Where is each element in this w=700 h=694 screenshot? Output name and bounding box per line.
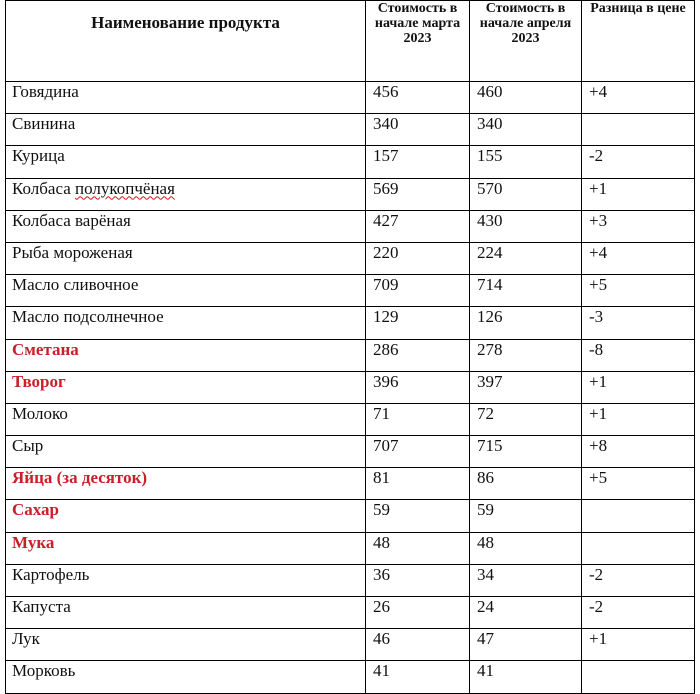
march-price-cell (366, 275, 470, 307)
march-price-cell (366, 210, 470, 242)
price-difference-cell-text: +4 (589, 82, 608, 101)
table-row (6, 178, 695, 210)
april-price-cell (470, 307, 582, 339)
price-difference-cell-text: +1 (589, 403, 608, 423)
product-name-cell-text: Колбаса варёная (12, 210, 131, 230)
price-difference-cell (582, 275, 695, 307)
table-row (6, 564, 695, 596)
price-difference-cell-text: -8 (589, 339, 604, 359)
product-name-cell (6, 532, 366, 564)
april-price-cell-text: 86 (477, 468, 494, 488)
march-price-cell-text: 46 (373, 629, 390, 649)
april-price-cell (470, 339, 582, 371)
header-price-difference: Разница в цене (582, 1, 695, 82)
header-march-price: Стоимость в начале марта 2023 (366, 1, 470, 82)
table-row (6, 403, 695, 435)
price-difference-cell (582, 210, 695, 242)
product-name-cell-text: Сахар (12, 500, 60, 520)
march-price-cell-text: 709 (373, 275, 399, 295)
product-name-cell (6, 371, 366, 403)
april-price-cell (470, 629, 582, 661)
april-price-cell-text: 72 (477, 403, 494, 423)
april-price-cell-text: 397 (477, 371, 503, 391)
table-row (6, 468, 695, 500)
march-price-cell-text: 427 (373, 210, 399, 230)
april-price-cell (470, 275, 582, 307)
table-row (6, 210, 695, 242)
table-row (6, 339, 695, 371)
march-price-cell-text: 81 (373, 468, 390, 488)
table-row (6, 146, 695, 178)
april-price-cell-text: 126 (477, 307, 503, 327)
march-price-cell (366, 629, 470, 661)
march-price-cell (366, 114, 470, 146)
product-name-cell (6, 114, 366, 146)
march-price-cell (366, 564, 470, 596)
price-difference-cell-text: +4 (589, 242, 608, 262)
table-row (6, 82, 695, 114)
header-april-price: Стоимость в начале апреля 2023 (470, 1, 582, 82)
table-body (6, 82, 695, 694)
product-name-cell-text: Лук (12, 629, 40, 649)
march-price-cell-text: 36 (373, 564, 390, 584)
product-name-cell-text: Капуста (12, 597, 71, 616)
product-name-cell (6, 629, 366, 661)
april-price-cell-text: 278 (477, 339, 503, 359)
table-row (6, 114, 695, 146)
april-price-cell (470, 114, 582, 146)
product-name-cell (6, 178, 366, 210)
price-difference-cell (582, 242, 695, 274)
price-difference-cell (582, 468, 695, 500)
march-price-cell-text: 26 (373, 597, 390, 616)
april-price-cell-text: 430 (477, 210, 503, 230)
march-price-cell-text: 707 (373, 436, 399, 456)
product-name-cell-text: Колбаса полукопчёная (12, 178, 175, 198)
march-price-cell-text: 286 (373, 339, 399, 359)
april-price-cell-text: 59 (477, 500, 494, 520)
march-price-cell (366, 661, 470, 693)
price-difference-cell-text: +8 (589, 436, 608, 456)
march-price-cell (366, 500, 470, 532)
table-row (6, 661, 695, 693)
price-difference-cell (582, 371, 695, 403)
product-name-cell (6, 210, 366, 242)
april-price-cell-text: 48 (477, 532, 494, 552)
price-difference-cell (582, 597, 695, 629)
march-price-cell-text: 569 (373, 178, 399, 198)
price-difference-cell-text: +5 (589, 468, 608, 488)
price-difference-cell-text: +1 (589, 629, 608, 649)
april-price-cell (470, 564, 582, 596)
table-row (6, 500, 695, 532)
product-name-cell-text: Сыр (12, 436, 44, 456)
april-price-cell-text: 340 (477, 114, 503, 134)
march-price-cell (366, 436, 470, 468)
table-row (6, 242, 695, 274)
product-name-cell-text: Рыба мороженая (12, 242, 133, 262)
april-price-cell (470, 210, 582, 242)
march-price-cell (366, 371, 470, 403)
march-price-cell (366, 532, 470, 564)
march-price-cell (366, 468, 470, 500)
april-price-cell (470, 500, 582, 532)
product-name-cell (6, 339, 366, 371)
product-name-cell-text: Морковь (12, 661, 76, 681)
april-price-cell-text: 570 (477, 178, 503, 198)
march-price-cell-text: 129 (373, 307, 399, 327)
price-difference-cell-text: -2 (589, 564, 604, 584)
header-product-name: Наименование продукта (6, 1, 366, 82)
price-difference-cell-text: -3 (589, 307, 604, 327)
april-price-cell (470, 371, 582, 403)
march-price-cell-text: 48 (373, 532, 390, 552)
march-price-cell-text: 71 (373, 403, 390, 423)
table-row (6, 597, 695, 629)
product-name-cell (6, 564, 366, 596)
product-name-cell-text: Масло подсолнечное (12, 307, 164, 327)
product-name-cell-text: Молоко (12, 403, 68, 423)
price-difference-cell-text: +1 (589, 371, 608, 391)
product-name-cell-text: Мука (12, 532, 55, 552)
april-price-cell (470, 436, 582, 468)
price-difference-cell-text: +5 (589, 275, 608, 295)
march-price-cell (366, 339, 470, 371)
product-name-cell-text: Яйца (за десяток) (12, 468, 148, 488)
table-row (6, 275, 695, 307)
price-difference-cell (582, 307, 695, 339)
price-difference-cell (582, 564, 695, 596)
march-price-cell (366, 146, 470, 178)
table-row (6, 532, 695, 564)
product-name-cell (6, 403, 366, 435)
table-row (6, 436, 695, 468)
april-price-cell (470, 661, 582, 693)
april-price-cell-text: 460 (477, 82, 503, 101)
price-difference-cell-text: -2 (589, 146, 604, 166)
price-comparison-table (5, 0, 695, 694)
april-price-cell-text: 34 (477, 564, 494, 584)
price-difference-cell (582, 146, 695, 178)
product-name-cell (6, 275, 366, 307)
march-price-cell (366, 178, 470, 210)
april-price-cell (470, 468, 582, 500)
price-difference-cell (582, 82, 695, 114)
april-price-cell-text: 715 (477, 436, 503, 456)
march-price-cell-text: 456 (373, 82, 399, 101)
product-name-cell-text: Картофель (12, 564, 90, 584)
april-price-cell-text: 47 (477, 629, 494, 649)
product-name-cell (6, 242, 366, 274)
table-row (6, 629, 695, 661)
march-price-cell (366, 597, 470, 629)
march-price-cell-text: 59 (373, 500, 390, 520)
price-difference-cell-text: -2 (589, 597, 604, 616)
april-price-cell (470, 242, 582, 274)
table-row (6, 307, 695, 339)
price-difference-cell-text: +3 (589, 210, 608, 230)
product-name-cell (6, 436, 366, 468)
product-name-cell (6, 82, 366, 114)
march-price-cell (366, 403, 470, 435)
product-name-cell-text: Говядина (12, 82, 79, 101)
april-price-cell-text: 24 (477, 597, 494, 616)
price-difference-cell (582, 532, 695, 564)
table-row (6, 371, 695, 403)
march-price-cell-text: 157 (373, 146, 399, 166)
product-name-cell (6, 597, 366, 629)
march-price-cell-text: 220 (373, 242, 399, 262)
price-difference-cell (582, 436, 695, 468)
april-price-cell (470, 597, 582, 629)
april-price-cell (470, 146, 582, 178)
april-price-cell-text: 224 (477, 242, 503, 262)
product-name-cell-text: Творог (12, 371, 66, 391)
april-price-cell-text: 155 (477, 146, 503, 166)
price-difference-cell (582, 403, 695, 435)
price-difference-cell (582, 114, 695, 146)
product-name-cell (6, 146, 366, 178)
price-difference-cell (582, 661, 695, 693)
price-difference-cell (582, 629, 695, 661)
march-price-cell (366, 242, 470, 274)
product-name-cell (6, 468, 366, 500)
march-price-cell (366, 82, 470, 114)
product-name-cell-text: Масло сливочное (12, 275, 139, 295)
march-price-cell-text: 396 (373, 371, 399, 391)
product-name-cell (6, 500, 366, 532)
march-price-cell-text: 41 (373, 661, 390, 681)
april-price-cell (470, 532, 582, 564)
april-price-cell (470, 403, 582, 435)
price-difference-cell (582, 339, 695, 371)
march-price-cell-text: 340 (373, 114, 399, 134)
product-name-cell-text: Сметана (12, 339, 79, 359)
april-price-cell (470, 178, 582, 210)
product-name-cell (6, 661, 366, 693)
march-price-cell (366, 307, 470, 339)
price-difference-cell (582, 500, 695, 532)
price-difference-cell (582, 178, 695, 210)
product-name-cell-text: Курица (12, 146, 65, 166)
table-header-row (6, 1, 695, 82)
april-price-cell-text: 41 (477, 661, 494, 681)
product-name-cell-text: Свинина (12, 114, 76, 134)
april-price-cell-text: 714 (477, 275, 503, 295)
april-price-cell (470, 82, 582, 114)
price-difference-cell-text: +1 (589, 178, 608, 198)
product-name-cell (6, 307, 366, 339)
